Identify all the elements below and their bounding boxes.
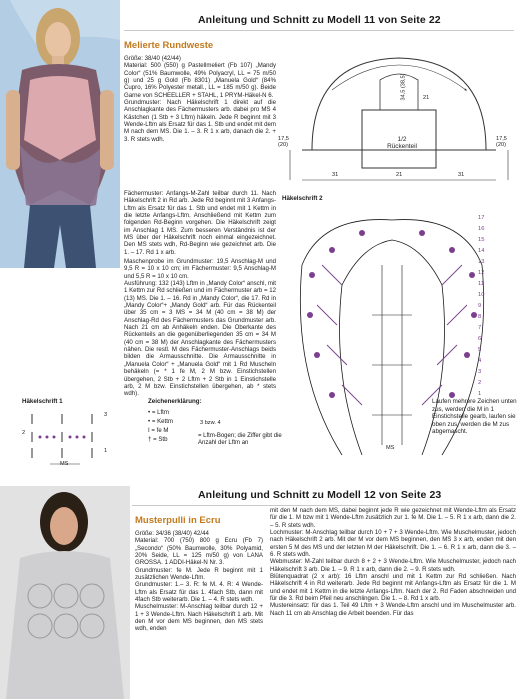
- row-number: 13: [478, 259, 485, 265]
- p2-lochmuster: Lochmuster: M-Anschlag teilbar durch 10 + 7 + 3 Wende-Lftm. Wie Muschelmuster, jedoch nach Häkelschrift 2 arb. Mit der M vor dem MS beginnen, den MS 3 x arb, enden mit den ersten 5 M des MS und der letzten M der Häkelschrift. Die 1. – 6. R 1 x arb, dann die 3. – 6. R stets wdh.: [270, 529, 516, 559]
- legend-label: = Stb: [153, 436, 168, 443]
- chart2-row-numbers: [478, 213, 498, 400]
- vest-schematic: [278, 40, 516, 190]
- chart1-row-1: 1: [104, 448, 108, 454]
- p2-grund2: Grundmuster: 1.– 3. R: fe M. 4. R: 4 Wende-Lftm als Ersatz für das 1. 4fach Stb, dann mit 4fach Stb weiterarb. Die 1. – 4. R stets wdh.: [135, 581, 263, 604]
- legend-symbol: •: [148, 418, 151, 425]
- row-number: 6: [478, 336, 482, 342]
- model-11-photo: [0, 0, 120, 268]
- legend-label: = Kettm: [151, 418, 174, 425]
- model-12-photo: [0, 486, 130, 699]
- legend-label: = Lftm: [151, 409, 169, 416]
- row-number: 11: [478, 281, 485, 287]
- dim-side-left: 17,5 (20): [278, 136, 289, 148]
- chart1-title: Häkelschrift 1: [22, 398, 63, 405]
- legend-symbol: •: [148, 409, 151, 416]
- dim-bottom-mid: 21: [396, 172, 403, 178]
- legend-arc-num: 3: [200, 420, 204, 426]
- row-number: 17: [478, 215, 485, 221]
- page2-col-2: [270, 507, 516, 617]
- chart1-row-2: 2: [22, 430, 26, 436]
- dim-side-right: 17,5 (20): [496, 136, 507, 148]
- legend-symbol: †: [148, 436, 152, 443]
- row-number: 5: [478, 347, 482, 353]
- row-number: 1: [478, 391, 482, 397]
- page1-title: Melierte Rundweste: [124, 40, 214, 51]
- legend-arc-sep: bzw.: [204, 420, 216, 426]
- row-number: 2: [478, 380, 482, 386]
- dim-bottom-left: 31: [332, 172, 339, 178]
- row-number: 8: [478, 314, 482, 320]
- material-paragraph: Material: 500 (550) g Pastellmeliert (Fb 107) „Mandy Color“ (51% Baumwolle, 49% Polyacryl, LL = 75 m/50 g) und 25 g Gold (Fb 8301) „Manuela Gold“ (84% Cupro, 16% Polyester metall., LL = 185 m/50 g). Beide Garne von SCHEELLER + STAHL, 1 PRYM-Häkel-N 6.: [124, 62, 276, 99]
- dim-bottom-right: 31: [458, 172, 465, 178]
- dim-top-arc: 34,5 (38,5): [400, 73, 407, 101]
- legend-arc-label: = Lftm-Bogen; die Ziffer gibt die Anzahl der Lftm an: [198, 433, 282, 447]
- chart1-row-3: 3: [104, 412, 108, 418]
- legend-item: [148, 408, 268, 417]
- chart2-note: Laufen mehrere Zeichen unten zus, werden die M in 1 Einstichstelle gearb, laufen sie oben zus, werden die M zus abgemascht.: [432, 398, 517, 436]
- p2-material: Material: 700 (750) 800 g Ecru (Fb 7) „Secondo“ (50% Baumwolle, 30% Polyamid, 20% Seide, LL = 125 m/50 g) von LANA GROSSA. 1 ADDI-Häkel-N Nr. 3.: [135, 537, 263, 567]
- legend-arc-num: 4: [217, 420, 221, 426]
- page2-header-rule: [132, 505, 516, 506]
- page2-col-1: [135, 530, 263, 633]
- p2-muschel: Muschelmuster: M-Anschlag teilbar durch 12 + 1 + 3 Wende-Lftm. Nach Häkelschrift 1 arb. Mit den M vor dem MS beginnen, den MS stets wdh, enden: [135, 603, 263, 633]
- row-number: 12: [478, 270, 485, 276]
- p2-webmuster: Webmuster: M-Zahl teilbar durch 8 + 2 + 3 Wende-Lftm. Wie Muschelmuster, jedoch nach Häkelschrift 3 arb. Die 1. – 9. R 1 x arb, dann die 2. – 9. R stets wdh.: [270, 558, 516, 573]
- page1-header-rule: [124, 30, 514, 31]
- row-number: 7: [478, 325, 482, 331]
- legend-symbol: I: [148, 427, 150, 434]
- page2-header: Anleitung und Schnitt zu Modell 12 von Seite 23: [198, 489, 442, 501]
- rueckenteil-label: 1/2 Rückenteil: [387, 136, 417, 150]
- row-number: 10: [478, 292, 485, 298]
- legend-label: = fe M: [151, 427, 169, 434]
- row-number: 9: [478, 303, 482, 309]
- size-paragraph: Größe: 38/40 (42/44): [124, 55, 181, 62]
- p2-grund1: Grundmuster: fe M. Jede R beginnt mit 1 zusätzlichen Wende-Lftm.: [135, 566, 263, 582]
- row-number: 15: [478, 237, 485, 243]
- chart2-title: Häkelschrift 2: [282, 195, 323, 202]
- page1-text-column-b: [124, 190, 276, 256]
- row-number: 14: [478, 248, 485, 254]
- page1-text-column-c: [124, 258, 276, 398]
- grundmuster-paragraph: Grundmuster: Nach Häkelschrift 1 direkt auf die Anschlagkante des Fächermusters arb. dabei pro MS 4 Kästchen (1 Stb + 3 Lftm) häkeln. Jede R beginnt mit 3 Wende-Lftm als Ersatz für das 1. Stb und endet mit dem M nach dem MS. Die 1. – 3. R 1 x arb, danach die 2. + 3. R stets wdh.: [124, 99, 276, 143]
- page2-title: Musterpulli in Ecru: [135, 515, 221, 526]
- p2-cont: mit den M nach dem MS, dabei beginnt jede R wie gezeichnet mit Wende-Lftm als Ersatz für die 1. M bzw mit 1 Wende-Lftm zusätzlich zur 1. fe M. Die 1. – 5. R 1 x arb, dann die 2. – 5. R stets wdh.: [270, 507, 516, 529]
- row-number: 4: [478, 358, 482, 364]
- dim-depth: 21: [423, 95, 430, 101]
- p2-size: Größe: 34/36 (38/40) 42/44: [135, 530, 209, 537]
- legend-title: Zeichenerklärung:: [148, 398, 202, 405]
- ausfuehrung-paragraph: Ausführung: 132 (143) Lftm in „Mandy Color“ anschl, mit 1 Kettm zur Rd schließen und im Fächermuster arb = 12 (13) MS. Die 1. – 16. Rd in „Mandy Color“, die 17. Rd in „Mandy Color“+ „Mandy Gold“ arb. Für das Rückenteil über 35 cm = 3 MS = 34 M (40 cm = 38 M) der Anschlag-Rd des Fächermusters das Grundmuster arb. Nach 21 cm ab Anhäkeln enden. Die Oberkante des Rückenteils an die gegenüberliegenden 35 cm = 34 M (40 cm = 38 M) der Anschlagkante des Fächermusters nähen. Die restl. M des Fächermuster-Anschlags beids bilden die Armausschnitte. Die Armausschnitte in „Manuela Color“ + „Manuela Gold“ mit 1 Rd Muscheln behäkeln (= * 1 fe M, 2 M bzw. Einstichstellen übergehen, 2 Stb + 2 Lftm + 2 Stb in 1 Einstichstelle arb, 2 M bzw. Einstichstellen übergehen, ab * stets wdh).: [124, 280, 276, 398]
- row-number: 3: [478, 369, 482, 375]
- legend-arc: [200, 420, 280, 426]
- faechermuster-paragraph: Fächermuster: Anfangs-M-Zahl teilbar durch 11. Nach Häkelschrift 2 in Rd arb. Jede Rd beginnt mit 3 Anfangs-Lftm als Ersatz für das 1. Stb und endet mit 1 Kettm in die letzte Anfangs-Lftm. Anschließend mit Kettm zum folgenden Rd-Beginn vorgehen. Die Häkelschrift zeigt im Anschlag 1 MS. Zum besseren Verständnis ist der MS über der Häkelschrift noch einmal eingezeichnet. Den MS stets wdh, Rd-Beginn wie gezeichnet arb. Die 1. – 17. Rd 1 x arb.: [124, 190, 276, 256]
- p2-bluetenquadrat: Blütenquadrat (2 x arb): 16 Lftm anschl und mit 1 Kettm zur Rd schließen. Nach Häkelschrift 4 in Rd weiterarb. Jede Rd beginnt mit Anfangs-Lftm als Ersatz für die 1. M und endet mit 1 Kettm in die letzte Anfangs-Lftm. Nach der 2. Rd Faden abschneiden und für die 3. Rd beim Pfeil neu anschlingen. Die 1. – 8. Rd 1 x arb.: [270, 573, 516, 603]
- p2-mustereinsatz: Mustereinsatz: für das 1. Teil 49 Lftm + 3 Wende-Lftm anschl und im Muschelmuster arb. Nach 11 cm ab Anschlag die Arbeit beenden. Für das: [270, 602, 516, 617]
- maschenprobe-paragraph: Maschenprobe im Grundmuster: 19,5 Anschlag-M und 9,5 R = 10 x 10 cm; im Fächermuster: 9,5 Anschlag-M und 5,5 R = 10 x 10 cm.: [124, 258, 276, 280]
- crochet-chart-1: [22, 408, 117, 470]
- chart1-ms-label: MS: [60, 461, 69, 467]
- row-number: 16: [478, 226, 485, 232]
- chart2-ms-label: MS: [386, 445, 395, 451]
- page1-header: Anleitung und Schnitt zu Modell 11 von Seite 22: [198, 14, 441, 26]
- page1-text-column: [124, 55, 276, 143]
